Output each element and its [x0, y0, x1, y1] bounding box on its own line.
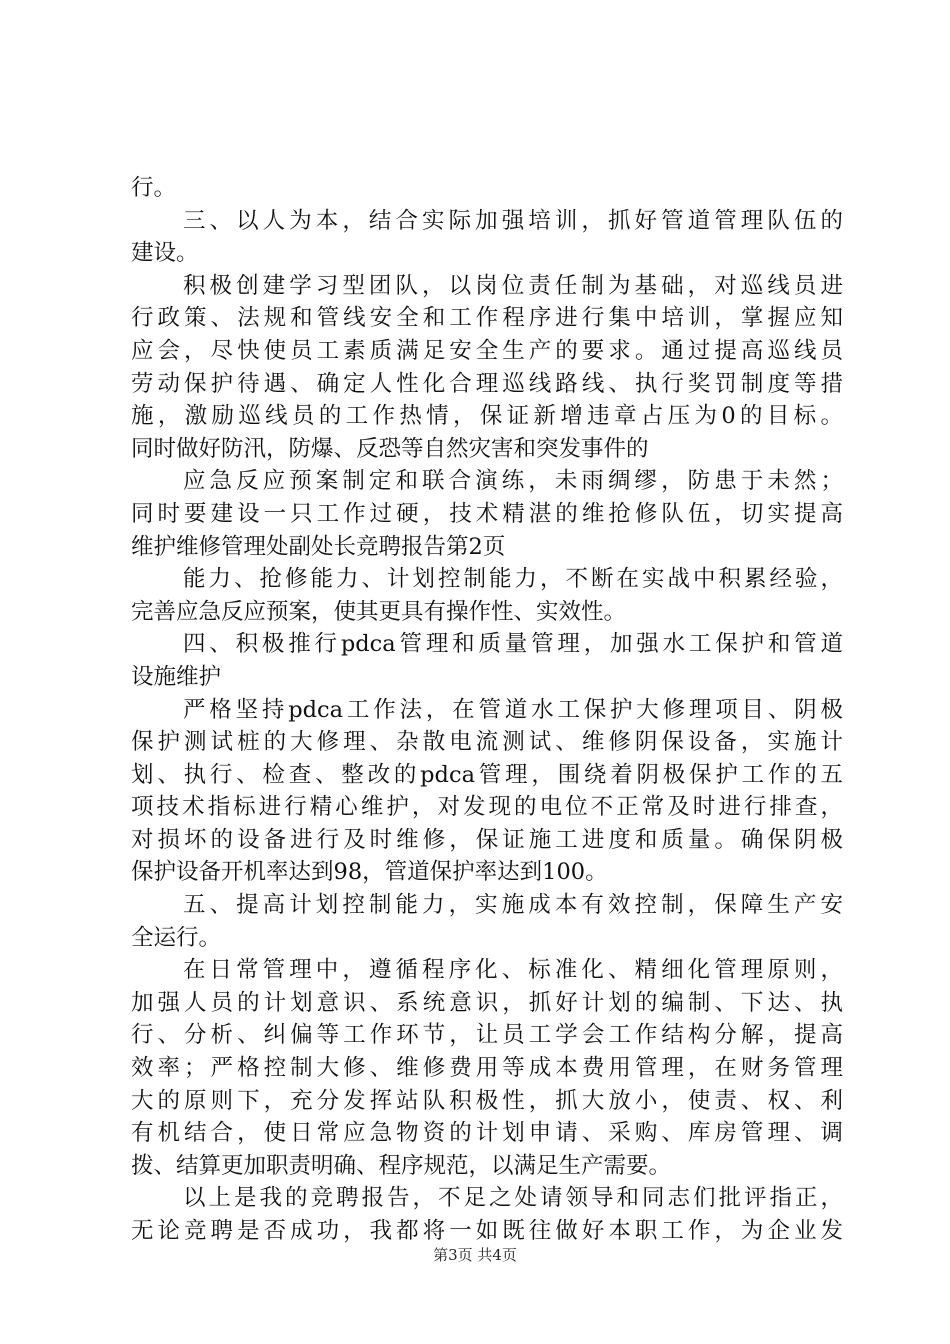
text-line: 建设。 [131, 240, 199, 267]
text-line: 同时要建设一只工作过硬，技术精湛的维抢修队伍，切实提高 [131, 500, 843, 527]
text-line: 无论竞聘是否成功，我都将一如既往做好本职工作，为企业发 [131, 1218, 843, 1244]
text-line: 行政策、法规和管线安全和工作程序进行集中培训，掌握应知 [131, 305, 843, 332]
page-number-label: 第3页 共4页 [433, 1246, 517, 1264]
text-line: 对损坏的设备进行及时维修，保证施工进度和质量。确保阴极 [131, 826, 843, 853]
text-line: 效率；严格控制大修、维修费用等成本费用管理，在财务管理 [131, 1055, 843, 1082]
text-line: 有机结合，使日常应急物资的计划申请、采购、库房管理、调 [131, 1120, 843, 1147]
text-line: 加强人员的计划意识、系统意识，抓好计划的编制、下达、执 [131, 989, 843, 1016]
text-line: 划、执行、检查、整改的pdca管理，围绕着阴极保护工作的五 [131, 761, 843, 788]
text-line: 同时做好防汛，防爆、反恐等自然灾害和突发事件的 [131, 435, 649, 462]
text-line: 施，激励巡线员的工作热情，保证新增违章占压为0的目标。 [131, 403, 843, 430]
text-line: 全运行。 [131, 924, 222, 951]
text-line: 设施维护 [131, 663, 222, 690]
document-body [131, 172, 843, 1248]
text-line: 在日常管理中，遵循程序化、标准化、精细化管理原则， [183, 957, 843, 984]
text-line: 三、以人为本，结合实际加强培训，抓好管道管理队伍的 [183, 207, 843, 234]
text-line: 五、提高计划控制能力，实施成本有效控制，保障生产安 [183, 892, 843, 919]
text-line: 保护设备开机率达到98，管道保护率达到100。 [131, 859, 608, 886]
text-line: 劳动保护待遇、确定人性化合理巡线路线、执行奖罚制度等措 [131, 370, 843, 397]
text-line: 完善应急反应预案，使其更具有操作性、实效性。 [131, 598, 627, 625]
text-line: 应急反应预案制定和联合演练，未雨绸缪，防患于未然； [183, 468, 843, 495]
text-line: 以上是我的竞聘报告，不足之处请领导和同志们批评指正， [183, 1185, 843, 1212]
text-line: 积极创建学习型团队，以岗位责任制为基础，对巡线员进 [183, 272, 843, 299]
text-line: 严格坚持pdca工作法，在管道水工保护大修理项目、阴极 [183, 696, 843, 723]
text-line: 保护测试桩的大修理、杂散电流测试、维修阴保设备，实施计 [131, 729, 843, 756]
text-line: 应会，尽快使员工素质满足安全生产的要求。通过提高巡线员 [131, 337, 843, 364]
text-line: 拨、结算更加职责明确、程序规范，以满足生产需要。 [131, 1152, 672, 1179]
text-line: 行、分析、纠偏等工作环节，让员工学会工作结构分解，提高 [131, 1022, 843, 1049]
text-line: 项技术指标进行精心维护，对发现的电位不正常及时进行排查， [131, 794, 843, 821]
text-line: 维护维修管理处副处长竞聘报告第2页 [131, 533, 506, 560]
page-footer [0, 1244, 950, 1265]
text-line: 行。 [131, 175, 177, 201]
text-line: 大的原则下，充分发挥站队积极性，抓大放小，使责、权、利 [131, 1087, 843, 1114]
text-line: 能力、抢修能力、计划控制能力，不断在实战中积累经验， [183, 566, 843, 593]
text-line: 四、积极推行pdca管理和质量管理，加强水工保护和管道 [183, 631, 843, 658]
